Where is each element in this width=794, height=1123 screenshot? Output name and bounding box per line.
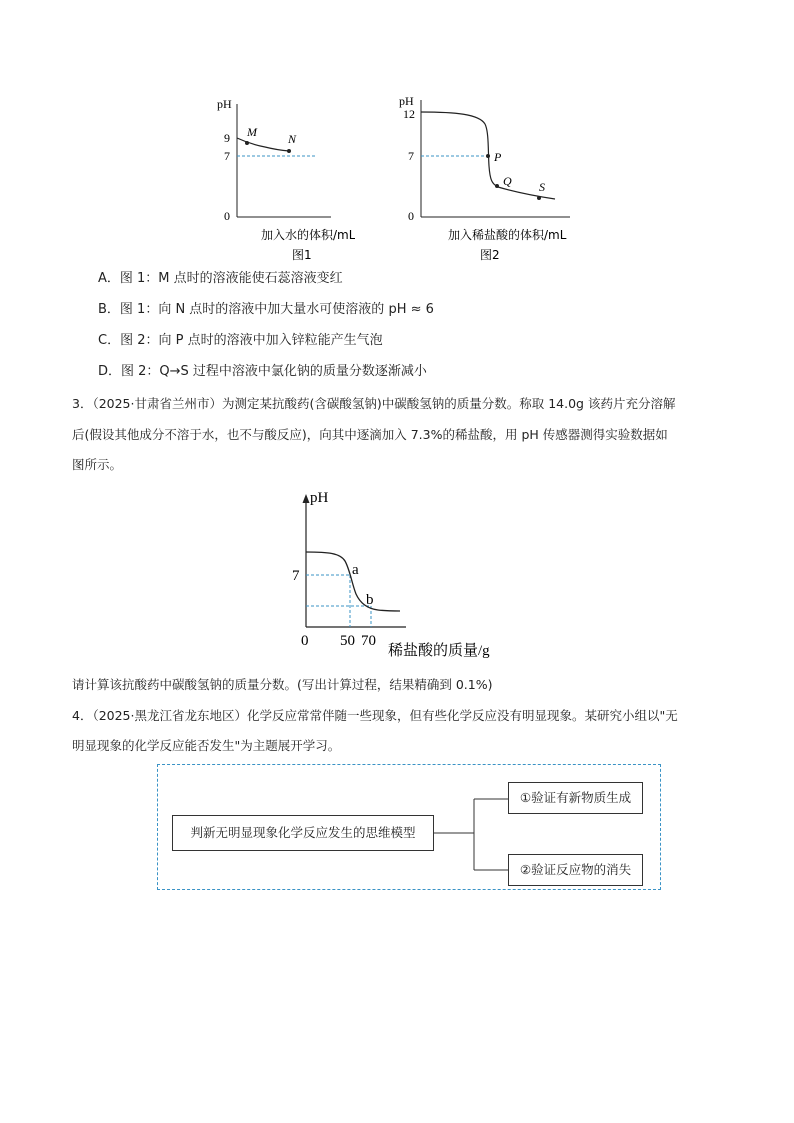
point-s	[537, 196, 541, 200]
fig2-label-q: Q	[503, 174, 512, 188]
point-q	[495, 184, 499, 188]
option-c: C．图 2：向 P 点时的溶液中加入锌粒能产生气泡	[98, 333, 383, 348]
diagram-branch-reactant-disappear: ②验证反应物的消失	[508, 854, 643, 886]
fig2-tick-12: 12	[403, 107, 415, 121]
diagram-connector	[434, 796, 512, 876]
diagram-main-node: 判新无明显现象化学反应发生的思维模型	[172, 815, 434, 851]
fig1-label-m: M	[247, 125, 257, 139]
diagram-branch-new-substance: ①验证有新物质生成	[508, 782, 643, 814]
fig3-point-a: a	[352, 562, 359, 578]
fig1-tick-7: 7	[224, 149, 230, 163]
q3-line-1: 3．（2025·甘肃省兰州市）为测定某抗酸药(含碳酸氢钠)中碳酸氢钠的质量分数。称取 14.0g 该药片充分溶解	[72, 396, 676, 411]
fig2-ylabel: pH	[399, 94, 414, 108]
fig3-tick-7: 7	[292, 568, 300, 584]
fig1-label-n: N	[288, 132, 297, 146]
option-d: D．图 2：Q→S 过程中溶液中氯化钠的质量分数逐渐减小	[98, 364, 427, 379]
fig1-xlabel: 加入水的体积/mL	[261, 228, 355, 242]
fig2-label-s: S	[539, 180, 545, 194]
fig2-caption: 图2	[480, 248, 500, 262]
fig1-tick-9: 9	[224, 131, 230, 145]
fig3-ylabel: pH	[310, 490, 329, 506]
fig2-tick-7: 7	[408, 149, 414, 163]
fig3-xlabel: 稀盐酸的质量/g	[388, 643, 490, 659]
fig1-tick-0: 0	[224, 209, 230, 223]
q3-question: 请计算该抗酸药中碳酸氢钠的质量分数。(写出计算过程，结果精确到 0.1%)	[72, 677, 493, 692]
fig2-label-p: P	[494, 150, 502, 164]
fig1-caption: 图1	[292, 248, 312, 262]
option-b: B．图 1：向 N 点时的溶液中加大量水可使溶液的 pH ≈ 6	[98, 302, 434, 317]
point-p	[486, 154, 490, 158]
q4-line-1: 4．（2025·黑龙江省龙东地区）化学反应常常伴随一些现象，但有些化学反应没有明显现象。某研究小组以"无	[72, 708, 678, 723]
figure-2-ph-chart	[395, 92, 590, 264]
q4-line-2: 明显现象的化学反应能否发生"为主题展开学习。	[72, 738, 341, 753]
q3-line-2: 后(假设其他成分不溶于水，也不与酸反应)，向其中逐滴加入 7.3%的稀盐酸，用 pH 传感器测得实验数据如	[72, 427, 668, 442]
fig1-ylabel: pH	[217, 97, 232, 111]
fig3-origin: 0	[301, 633, 309, 649]
option-a: A．图 1：M 点时的溶液能使石蕊溶液变红	[98, 271, 343, 286]
fig3-curve	[306, 552, 400, 611]
fig3-tick-50: 50	[340, 633, 355, 649]
point-m	[245, 141, 249, 145]
fig2-tick-0: 0	[408, 209, 414, 223]
figure-1-ph-chart	[205, 92, 355, 264]
fig3-point-b: b	[366, 592, 374, 608]
figure-3-ph-chart	[278, 484, 518, 662]
q3-line-3: 图所示。	[72, 457, 123, 472]
fig3-tick-70: 70	[361, 633, 376, 649]
fig1-curve	[237, 138, 289, 151]
point-n	[287, 149, 291, 153]
fig2-xlabel: 加入稀盐酸的体积/mL	[448, 228, 567, 242]
